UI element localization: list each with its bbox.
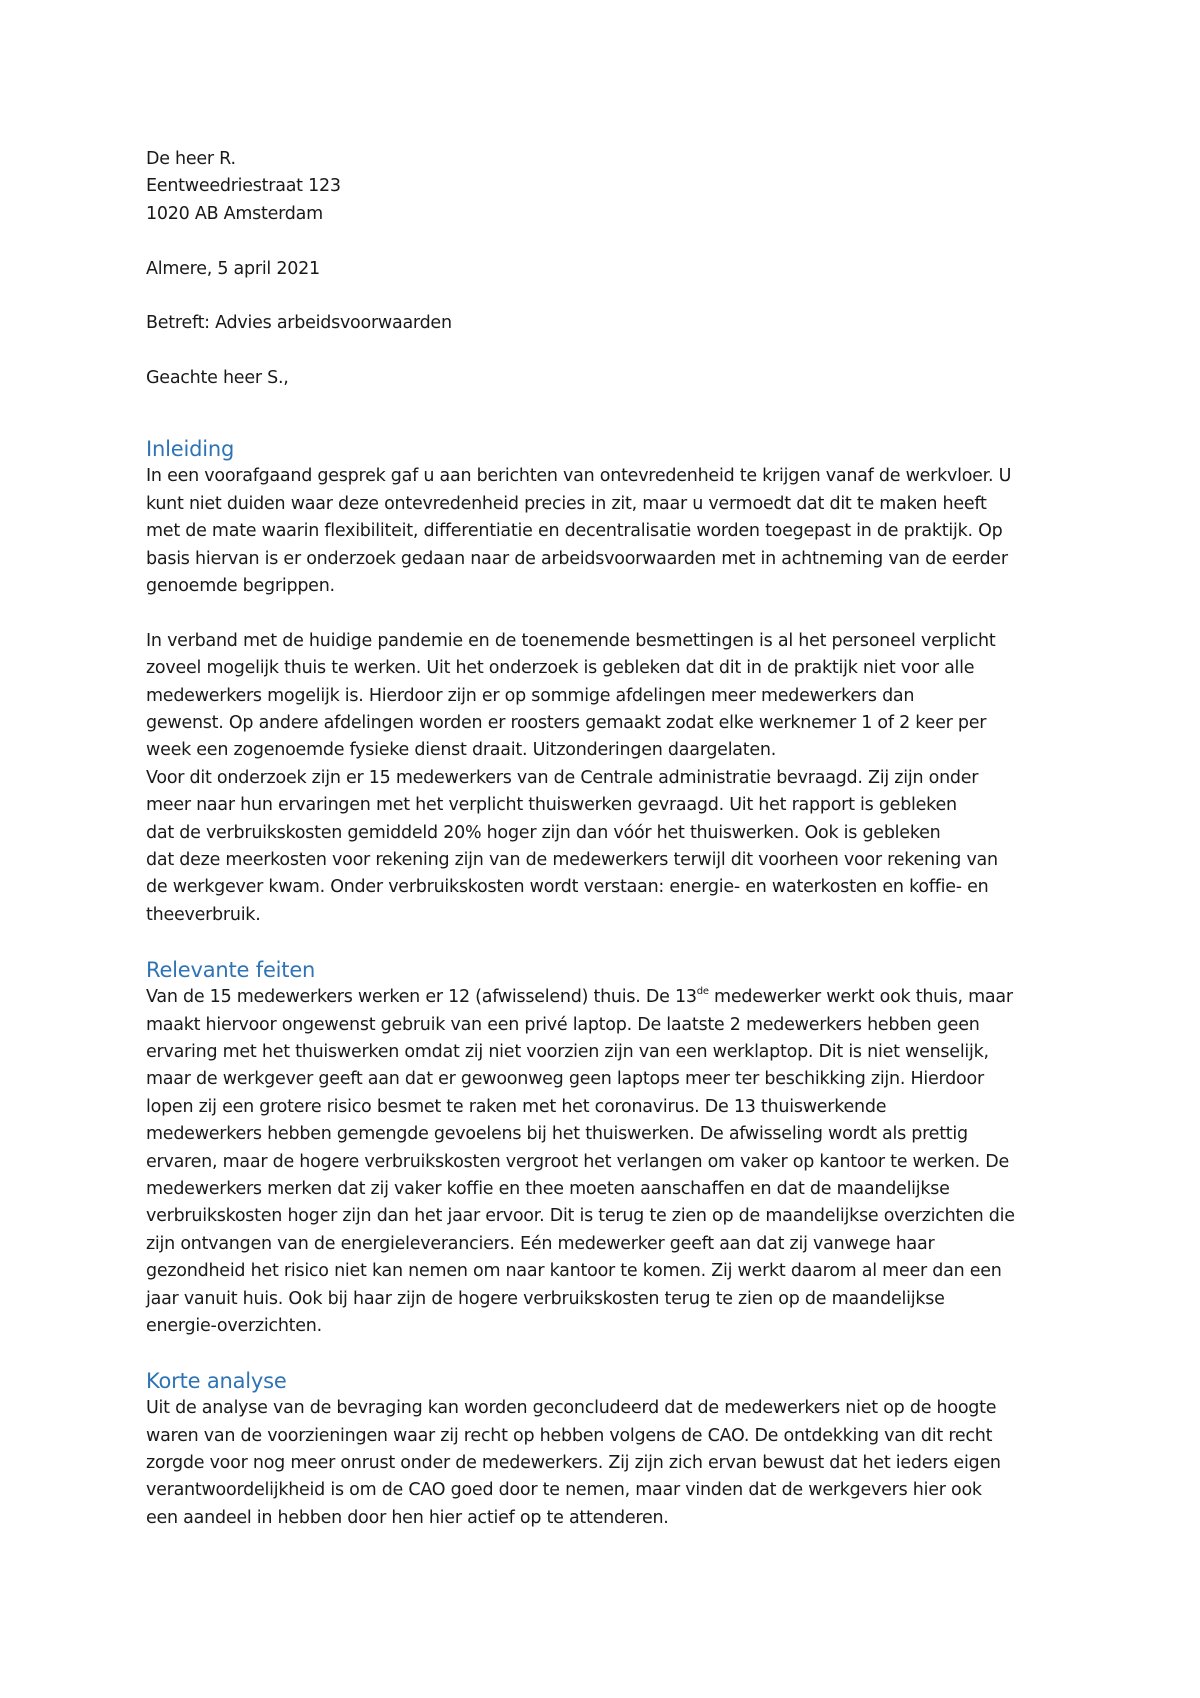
paragraph-line: medewerkers hebben gemengde gevoelens bij het thuiswerken. De afwisseling wordt als prettig <box>146 1124 968 1145</box>
paragraph-line: zoveel mogelijk thuis te werken. Uit het onderzoek is gebleken dat dit in de praktijk niet voor alle <box>146 658 975 679</box>
recipient-address <box>146 146 1076 228</box>
paragraph-line: dat deze meerkosten voor rekening zijn van de medewerkers terwijl dit voorheen voor rekening van <box>146 850 998 871</box>
paragraph-line: ervaren, maar de hogere verbruikskosten vergroot het verlangen om vaker op kantoor te werken. De <box>146 1151 1010 1172</box>
paragraph-line: jaar vanuit huis. Ook bij haar zijn de hogere verbruikskosten terug te zien op de maandelijkse <box>146 1288 945 1309</box>
paragraph-line: maakt hiervoor ongewenst gebruik van een privé laptop. De laatste 2 medewerkers hebben geen <box>146 1014 980 1035</box>
section-heading-inleiding: Inleiding <box>146 437 235 461</box>
letter-page <box>146 146 1076 1532</box>
place-date: Almere, 5 april 2021 <box>146 258 320 279</box>
paragraph-line: meer naar hun ervaringen met het verplicht thuiswerken gevraagd. Uit het rapport is gebleken <box>146 795 957 816</box>
paragraph-line: In verband met de huidige pandemie en de toenemende besmettingen is al het personeel verplicht <box>146 630 996 651</box>
paragraph-line: de werkgever kwam. Onder verbruikskosten wordt verstaan: energie- en waterkosten en koffie- en <box>146 877 989 898</box>
recipient-name: De heer R. <box>146 149 236 169</box>
paragraph-line: dat de verbruikskosten gemiddeld 20% hoger zijn dan vóór het thuiswerken. Ook is gebleken <box>146 822 941 843</box>
paragraph-line: basis hiervan is er onderzoek gedaan naar de arbeidsvoorwaarden met in achtneming van de eerder <box>146 548 1008 569</box>
paragraph-line: week een zogenoemde fysieke dienst draait. Uitzonderingen daargelaten. <box>146 740 777 761</box>
paragraph-line: In een voorafgaand gesprek gaf u aan berichten van ontevredenheid te krijgen vanaf de werkvloer. U <box>146 466 1012 487</box>
paragraph-line <box>146 984 1076 1011</box>
paragraph-line: met de mate waarin flexibiliteit, differentiatie en decentralisatie worden toegepast in de praktijk. Op <box>146 521 1003 542</box>
paragraph-line: een aandeel in hebben door hen hier actief op te attenderen. <box>146 1507 669 1528</box>
section-heading-analyse: Korte analyse <box>146 1368 287 1393</box>
paragraph-line: waren van de voorzieningen waar zij recht op hebben volgens de CAO. De ontdekking van dit recht <box>146 1425 993 1446</box>
paragraph-line: medewerkers mogelijk is. Hierdoor zijn er op sommige afdelingen meer medewerkers dan <box>146 685 915 706</box>
paragraph-line: energie-overzichten. <box>146 1315 322 1336</box>
paragraph-line: zorgde voor nog meer onrust onder de medewerkers. Zij zijn zich ervan bewust dat het ieders eigen <box>146 1452 1001 1473</box>
paragraph-line: ervaring met het thuiswerken omdat zij niet voorzien zijn van een werklaptop. Dit is niet wenselijk, <box>146 1041 989 1062</box>
paragraph-line: medewerkers merken dat zij vaker koffie en thee moeten aanschaffen en dat de maandelijkse <box>146 1178 950 1199</box>
inleiding-paragraph-2 <box>146 628 1076 929</box>
paragraph-line: verantwoordelijkheid is om de CAO goed door te nemen, maar vinden dat de werkgevers hier ook <box>146 1480 982 1501</box>
salutation: Geachte heer S., <box>146 368 289 389</box>
feiten-first-line-end: medewerker werkt ook thuis, maar <box>708 987 1013 1008</box>
paragraph-line: Uit de analyse van de bevraging kan worden geconcludeerd dat de medewerkers niet op de hoogte <box>146 1398 997 1419</box>
paragraph-line: lopen zij een grotere risico besmet te raken met het coronavirus. De 13 thuiswerkende <box>146 1096 887 1117</box>
paragraph-line: verbruikskosten hoger zijn dan het jaar ervoor. Dit is terug te zien op de maandelijkse overzichten die <box>146 1206 1015 1227</box>
analyse-paragraph <box>146 1395 1076 1532</box>
paragraph-line: kunt niet duiden waar deze ontevredenheid precies in zit, maar u vermoedt dat dit te maken heeft <box>146 493 987 514</box>
paragraph-line: zijn ontvangen van de energieleveranciers. Eén medewerker geeft aan dat zij vanwege haar <box>146 1233 935 1254</box>
paragraph-line: theeverbruik. <box>146 904 261 925</box>
feiten-paragraph <box>146 984 1076 1340</box>
paragraph-line: Voor dit onderzoek zijn er 15 medewerkers van de Centrale administratie bevraagd. Zij zijn onder <box>146 767 979 788</box>
ordinal-suffix: de <box>696 986 709 998</box>
section-heading-feiten: Relevante feiten <box>146 957 316 982</box>
paragraph-line: genoemde begrippen. <box>146 576 335 597</box>
recipient-city: 1020 AB Amsterdam <box>146 203 323 224</box>
paragraph-line: gezondheid het risico niet kan nemen om naar kantoor te komen. Zij werkt daarom al meer dan een <box>146 1261 1002 1282</box>
inleiding-paragraph-1 <box>146 463 1076 600</box>
subject-line: Betreft: Advies arbeidsvoorwaarden <box>146 313 452 334</box>
paragraph-line: maar de werkgever geeft aan dat er gewoonweg geen laptops meer ter beschikking zijn. Hierdoor <box>146 1069 984 1090</box>
recipient-street: Eentweedriestraat 123 <box>146 176 341 197</box>
paragraph-line: gewenst. Op andere afdelingen worden er roosters gemaakt zodat elke werknemer 1 of 2 keer per <box>146 713 987 734</box>
feiten-first-line-start: Van de 15 medewerkers werken er 12 (afwisselend) thuis. De 13 <box>146 987 697 1008</box>
